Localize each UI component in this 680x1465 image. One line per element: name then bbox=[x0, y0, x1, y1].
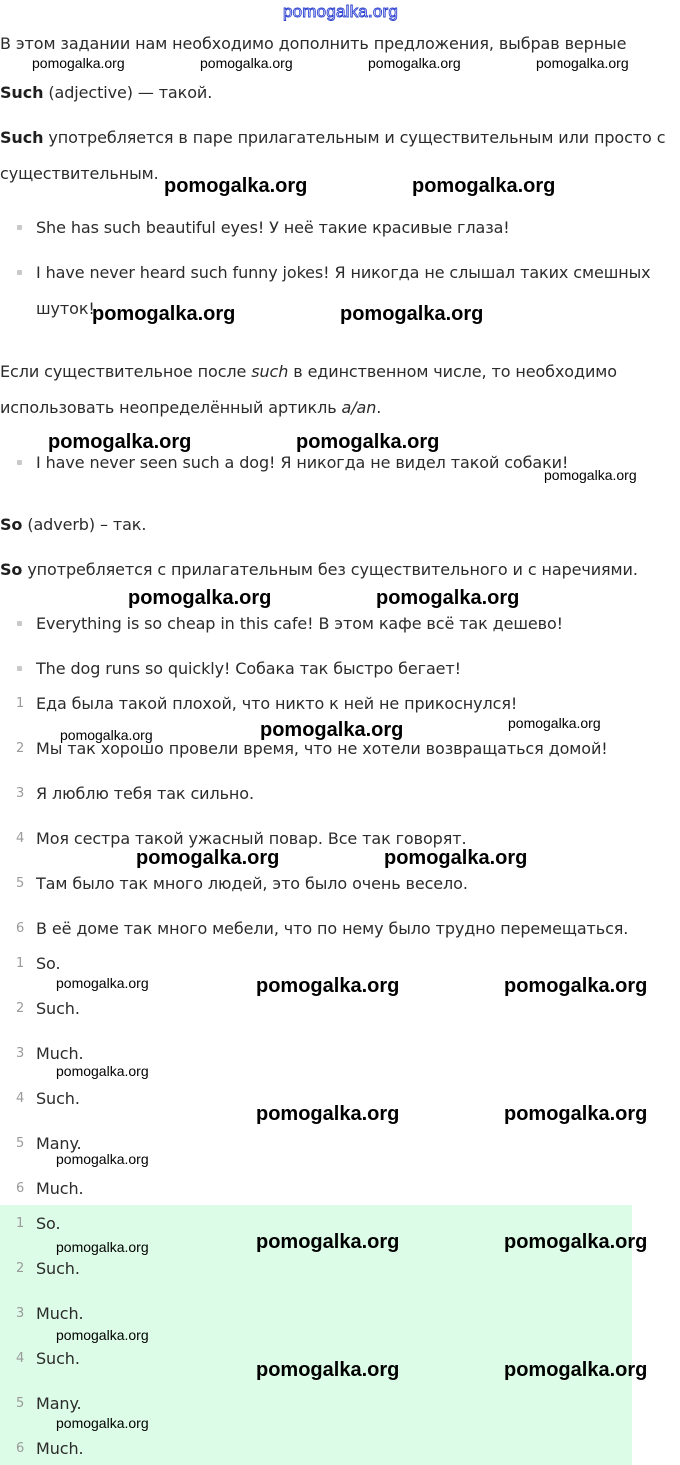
intro-text: В этом задании нам необходимо дополнить предложения, выбрав верные bbox=[0, 34, 627, 53]
such-definition-rest: (adjective) — такой. bbox=[43, 83, 213, 102]
translation-item: Моя сестра такой ужасный повар. Все так говорят. bbox=[36, 829, 467, 848]
watermark-text: pomogalka.org bbox=[504, 975, 648, 997]
so-term: So bbox=[0, 515, 23, 534]
answer-item: Much. bbox=[36, 1044, 84, 1063]
so-usage bbox=[0, 560, 638, 579]
list-number: 6 bbox=[16, 1181, 25, 1196]
list-number: 2 bbox=[16, 1001, 25, 1016]
list-number: 5 bbox=[16, 1136, 25, 1151]
watermark-text: pomogalka.org bbox=[368, 55, 461, 71]
translation-item: Еда была такой плохой, что никто к ней не прикоснулся! bbox=[36, 694, 518, 713]
watermark-text: pomogalka.org bbox=[200, 55, 293, 71]
final-answer-item: Many. bbox=[36, 1394, 82, 1413]
final-answer-item: Much. bbox=[36, 1304, 84, 1323]
watermark-text: pomogalka.org bbox=[296, 431, 440, 453]
singular-rule-before: Если существительное после bbox=[0, 362, 252, 381]
watermark-text: pomogalka.org bbox=[412, 175, 556, 197]
final-answer-item: So. bbox=[36, 1214, 61, 1233]
watermark-text: pomogalka.org bbox=[504, 1231, 648, 1253]
watermark-text: pomogalka.org bbox=[384, 847, 528, 869]
such-usage-line-2: существительным. bbox=[0, 164, 159, 183]
watermark-text: pomogalka.org bbox=[128, 587, 272, 609]
so-example-2: The dog runs so quickly! Собака так быстро бегает! bbox=[36, 659, 461, 678]
watermark-text: pomogalka.org bbox=[60, 727, 153, 743]
list-number: 1 bbox=[16, 696, 25, 711]
such-usage-term: Such bbox=[0, 128, 44, 147]
list-number: 4 bbox=[16, 1091, 25, 1106]
bullet-marker bbox=[17, 666, 22, 671]
watermark-text: pomogalka.org bbox=[544, 467, 637, 483]
list-number: 1 bbox=[16, 1216, 25, 1231]
bullet-marker bbox=[17, 270, 22, 275]
so-usage-rest: употребляется с прилагательным без существительного и с наречиями. bbox=[22, 560, 638, 579]
list-number: 2 bbox=[16, 741, 25, 756]
list-number: 4 bbox=[16, 831, 25, 846]
such-definition bbox=[0, 83, 212, 102]
watermark-text: pomogalka.org bbox=[340, 303, 484, 325]
such-example-2-continued: шуток! bbox=[36, 299, 95, 318]
list-number: 4 bbox=[16, 1351, 25, 1366]
bullet-marker bbox=[17, 621, 22, 626]
translation-item: Я люблю тебя так сильно. bbox=[36, 784, 254, 803]
translation-item: В её доме так много мебели, что по нему было трудно перемещаться. bbox=[36, 919, 629, 938]
watermark-text: pomogalka.org bbox=[56, 1063, 149, 1079]
singular-rule-line-1 bbox=[0, 362, 617, 381]
so-example-1: Everything is so cheap in this cafe! В этом кафе всё так дешево! bbox=[36, 614, 563, 633]
watermark-text: pomogalka.org bbox=[56, 1327, 149, 1343]
watermark-text: pomogalka.org bbox=[508, 715, 601, 731]
such-term: Such bbox=[0, 83, 44, 102]
final-answer-item: Much. bbox=[36, 1439, 84, 1458]
watermark-text: pomogalka.org bbox=[56, 975, 149, 991]
final-answer-item: Such. bbox=[36, 1259, 80, 1278]
singular-rule-after: в единственном числе, то необходимо bbox=[288, 362, 617, 381]
such-example-1: She has such beautiful eyes! У неё такие красивые глаза! bbox=[36, 218, 510, 237]
so-definition-rest: (adverb) – так. bbox=[22, 515, 147, 534]
watermark-text: pomogalka.org bbox=[56, 1239, 149, 1255]
answer-item: Many. bbox=[36, 1134, 82, 1153]
list-number: 6 bbox=[16, 1441, 25, 1456]
such-example-2: I have never heard such funny jokes! Я никогда не слышал таких смешных bbox=[36, 263, 651, 282]
bullet-marker bbox=[17, 225, 22, 230]
watermark-text: pomogalka.org bbox=[56, 1415, 149, 1431]
watermark-text: pomogalka.org bbox=[504, 1359, 648, 1381]
answer-item: Such. bbox=[36, 999, 80, 1018]
watermark-text: pomogalka.org bbox=[256, 975, 400, 997]
translation-item: Там было так много людей, это было очень весело. bbox=[36, 874, 468, 893]
list-number: 3 bbox=[16, 1306, 25, 1321]
watermark-text: pomogalka.org bbox=[32, 55, 125, 71]
watermark-text: pomogalka.org bbox=[56, 1151, 149, 1167]
watermark-text: pomogalka.org bbox=[504, 1103, 648, 1125]
translation-item: Мы так хорошо провели время, что не хотели возвращаться домой! bbox=[36, 739, 608, 758]
list-number: 5 bbox=[16, 876, 25, 891]
watermark-text: pomogalka.org bbox=[376, 587, 520, 609]
list-number: 3 bbox=[16, 786, 25, 801]
watermark-text: pomogalka.org bbox=[260, 719, 404, 741]
answer-item: Such. bbox=[36, 1089, 80, 1108]
list-number: 6 bbox=[16, 921, 25, 936]
watermark-text: pomogalka.org bbox=[256, 1103, 400, 1125]
watermark-text: pomogalka.org bbox=[92, 303, 236, 325]
singular-rule-such: such bbox=[251, 362, 289, 381]
watermark-text: pomogalka.org bbox=[136, 847, 280, 869]
watermark-text: pomogalka.org bbox=[164, 175, 308, 197]
watermark-text: pomogalka.org bbox=[536, 55, 629, 71]
watermark-text: pomogalka.org bbox=[48, 431, 192, 453]
so-usage-term: So bbox=[0, 560, 23, 579]
watermark-text: pomogalka.org bbox=[256, 1231, 400, 1253]
such-usage-rest: употребляется в паре прилагательным и существительным или просто с bbox=[43, 128, 666, 147]
list-number: 5 bbox=[16, 1396, 25, 1411]
such-usage-line-1 bbox=[0, 128, 665, 147]
singular-rule-article: a/an bbox=[341, 398, 377, 417]
list-number: 1 bbox=[16, 956, 25, 971]
singular-rule-line-2 bbox=[0, 398, 381, 417]
list-number: 3 bbox=[16, 1046, 25, 1061]
list-number: 2 bbox=[16, 1261, 25, 1276]
singular-example: I have never seen such a dog! Я никогда не видел такой собаки! bbox=[36, 453, 569, 472]
answer-item: Much. bbox=[36, 1179, 84, 1198]
final-answer-item: Such. bbox=[36, 1349, 80, 1368]
singular-rule-line2-before: использовать неопределённый артикль bbox=[0, 398, 342, 417]
watermark-text: pomogalka.org bbox=[256, 1359, 400, 1381]
bullet-marker bbox=[17, 460, 22, 465]
site-watermark-header: pomogalka.org bbox=[283, 2, 399, 21]
singular-rule-line2-after: . bbox=[376, 398, 382, 417]
so-definition bbox=[0, 515, 146, 534]
answer-item: So. bbox=[36, 954, 61, 973]
